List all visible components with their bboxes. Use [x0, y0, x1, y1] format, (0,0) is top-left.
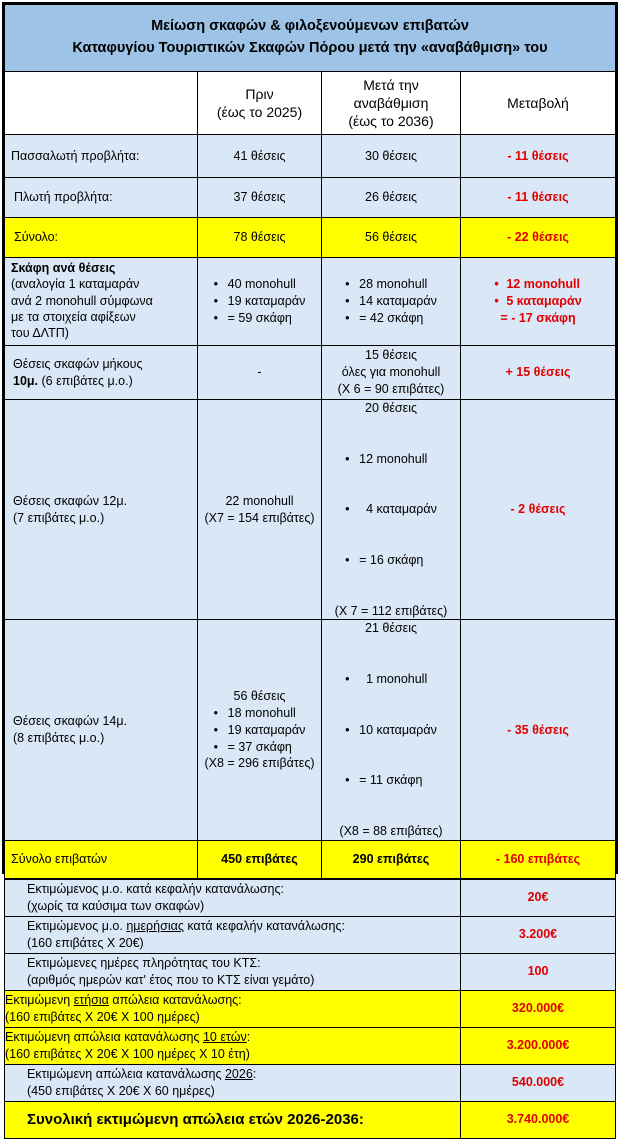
list-item: • 4 καταμαράν	[345, 501, 437, 518]
row-per-capita	[5, 879, 616, 916]
row-label	[5, 400, 198, 620]
grand-total-label: Συνολική εκτιμώμενη απώλεια ετών 2026-2036:	[5, 1101, 461, 1138]
estimate-sub: (160 επιβάτες Χ 20€ Χ 100 ημέρες)	[5, 1009, 200, 1024]
row-label	[5, 620, 198, 840]
estimate-title-post: :	[246, 1029, 251, 1044]
list-item: • 40 monohull	[214, 276, 306, 293]
boats10-after-line-1: 15 θέσεις	[365, 348, 417, 363]
estimate-title-post: απώλεια κατανάλωσης:	[108, 992, 242, 1007]
estimate-title-pre: Εκτιμώμενη απώλεια κατανάλωσης	[5, 1029, 203, 1044]
row-boats-14m	[5, 620, 616, 840]
boats12-label-main: Θέσεις σκαφών 12μ.	[13, 493, 128, 508]
boats10-label-main: Θέσεις σκαφών μήκους	[13, 356, 143, 371]
boats14-label-main: Θέσεις σκαφών 14μ.	[13, 714, 128, 729]
table-title	[5, 5, 616, 72]
estimates-table	[4, 879, 616, 1139]
boats14-before-head: 56 θέσεις	[233, 688, 286, 703]
loss-table-document	[2, 2, 618, 1128]
row-floating-pier	[5, 178, 616, 218]
row-total-berths	[5, 218, 616, 258]
estimate-title-underlined: 2026	[224, 1066, 253, 1081]
row-annual-loss	[5, 990, 616, 1027]
row-label	[5, 258, 198, 346]
list-item: • 12 monohull	[345, 451, 437, 468]
row-label: Σύνολο επιβατών	[5, 840, 198, 878]
row-boats-10m	[5, 346, 616, 400]
boats10-label-bold: 10μ.	[13, 373, 39, 388]
header-change: Μεταβολή	[461, 72, 616, 135]
cell-after: 56 θέσεις	[322, 218, 461, 258]
vessels-label-line-3: με τα στοιχεία αφίξεων	[11, 309, 136, 324]
row-vessels-per-berth	[5, 258, 616, 346]
boats12-before-line-2: (Χ7 = 154 επιβάτες)	[204, 510, 315, 525]
cell-change: - 11 θέσεις	[461, 178, 616, 218]
estimate-label	[5, 879, 461, 916]
estimate-sub: (450 επιβάτες Χ 20€ Χ 60 ημέρες)	[27, 1083, 215, 1098]
vessels-before-list	[214, 276, 306, 327]
comparison-table	[4, 4, 616, 879]
cell-after	[322, 400, 461, 620]
boats12-after-head: 20 θέσεις	[365, 401, 417, 415]
boats12-label-sub: (7 επιβάτες μ.ο.)	[13, 510, 105, 525]
vessels-label-title: Σκάφη ανά θέσεις	[11, 261, 116, 275]
boats14-before-foot: (Χ8 = 296 επιβάτες)	[204, 756, 315, 771]
header-before-line-2: (έως το 2025)	[216, 104, 303, 120]
estimate-title-underlined: ετήσια	[73, 992, 109, 1007]
estimate-title-pre: Εκτιμώμενη	[5, 992, 74, 1007]
boats14-label-sub: (8 επιβάτες μ.ο.)	[13, 731, 105, 746]
list-item: • = 42 σκάφη	[345, 310, 437, 327]
list-item: • = 37 σκάφη	[214, 739, 306, 756]
boats12-after-list	[345, 417, 437, 603]
cell-after	[322, 620, 461, 840]
estimate-label	[5, 953, 461, 990]
vessels-label-line-2: ανά 2 monohull σύμφωνα	[11, 293, 153, 308]
cell-change: - 35 θέσεις	[461, 620, 616, 840]
cell-before: 450 επιβάτες	[198, 840, 322, 878]
list-item: • 5 καταμαράν	[494, 293, 581, 310]
cell-change: - 11 θέσεις	[461, 135, 616, 178]
estimate-title-underlined: 10 ετών	[202, 1029, 247, 1044]
estimate-label	[5, 1027, 461, 1064]
estimate-title: Εκτιμώμενος μ.ο. κατά κεφαλήν κατανάλωσης:	[27, 881, 284, 896]
list-item: • 1 monohull	[345, 671, 437, 688]
estimate-title	[27, 1066, 460, 1083]
cell-change	[461, 258, 616, 346]
estimate-sub: (160 επιβάτες Χ 20€ Χ 100 ημέρες Χ 10 έτη)	[5, 1046, 250, 1061]
estimate-value: 540.000€	[461, 1064, 616, 1101]
row-ten-year-loss	[5, 1027, 616, 1064]
list-item: • 14 καταμαράν	[345, 293, 437, 310]
grand-total-value: 3.740.000€	[461, 1101, 616, 1138]
header-after-line-2: αναβάθμιση	[353, 94, 429, 111]
boats14-before-list	[214, 705, 306, 756]
estimate-sub: (160 επιβάτες Χ 20€)	[27, 935, 144, 950]
header-after-line-1: Μετά την	[363, 76, 419, 93]
row-label: Πλωτή προβλήτα:	[5, 178, 198, 218]
vessels-label-line-4: του ΔΛΤΠ)	[11, 326, 69, 340]
boats14-after-foot: (Χ8 = 88 επιβάτες)	[339, 823, 443, 838]
list-item: • 12 monohull	[494, 276, 581, 293]
boats12-before-line-1: 22 monohull	[225, 493, 294, 508]
estimate-sub: (χωρίς τα καύσιμα των σκαφών)	[27, 898, 205, 913]
cell-after: 290 επιβάτες	[322, 840, 461, 878]
title-line-2: Καταφυγίου Τουριστικών Σκαφών Πόρου μετά την «αναβάθμιση» του	[72, 40, 548, 56]
estimate-title-post: κατά κεφαλήν κατανάλωσης:	[183, 918, 345, 933]
cell-change: - 160 επιβάτες	[461, 840, 616, 878]
cell-change: - 2 θέσεις	[461, 400, 616, 620]
list-item: • = 11 σκάφη	[345, 772, 437, 789]
estimate-title-pre: Εκτιμώμενος μ.ο.	[27, 918, 127, 933]
cell-after: 26 θέσεις	[322, 178, 461, 218]
row-pile-pier	[5, 135, 616, 178]
estimate-label	[5, 1064, 461, 1101]
vessels-change-list	[494, 276, 581, 310]
boats10-after-line-2: όλες για monohull	[341, 365, 441, 380]
estimate-title-underlined: ημερήσιας	[126, 918, 184, 933]
header-after	[322, 72, 461, 135]
row-boats-12m	[5, 400, 616, 620]
list-item: • 19 καταμαράν	[214, 293, 306, 310]
cell-before	[198, 258, 322, 346]
cell-before: -	[198, 346, 322, 400]
cell-change: + 15 θέσεις	[461, 346, 616, 400]
estimate-sub: (αριθμός ημερών κατ' έτος που το ΚΤΣ είναι γεμάτο)	[27, 972, 315, 987]
row-2026-loss	[5, 1064, 616, 1101]
list-item: • 18 monohull	[214, 705, 306, 722]
cell-before: 41 θέσεις	[198, 135, 322, 178]
vessels-label-line-1: (αναλογία 1 καταμαράν	[11, 277, 140, 292]
cell-before: 37 θέσεις	[198, 178, 322, 218]
row-label: Πασσαλωτή προβλήτα:	[5, 135, 198, 178]
boats14-after-list	[345, 637, 437, 823]
header-empty-cell	[5, 72, 198, 135]
vessels-change-total: = - 17 σκάφη	[500, 310, 576, 325]
list-item: • 28 monohull	[345, 276, 437, 293]
header-after-line-3: (έως το 2036)	[348, 113, 434, 130]
estimate-value: 20€	[461, 879, 616, 916]
estimate-label	[5, 990, 461, 1027]
estimate-value: 3.200.000€	[461, 1027, 616, 1064]
estimate-title	[5, 1029, 460, 1046]
estimate-title	[27, 918, 460, 935]
boats14-after-head: 21 θέσεις	[365, 621, 417, 636]
estimate-title-pre: Εκτιμώμενη απώλεια κατανάλωσης	[27, 1066, 225, 1081]
title-line-1: Μείωση σκαφών & φιλοξενούμενων επιβατών	[151, 18, 469, 35]
boats10-label-rest: (6 επιβάτες μ.ο.)	[38, 373, 133, 388]
estimate-title	[5, 992, 460, 1009]
cell-after: 30 θέσεις	[322, 135, 461, 178]
cell-before: 78 θέσεις	[198, 218, 322, 258]
list-item: • = 59 σκάφη	[214, 310, 306, 327]
row-daily	[5, 916, 616, 953]
header-before	[198, 72, 322, 135]
cell-before	[198, 620, 322, 840]
boats10-label-sub	[13, 373, 197, 390]
cell-after	[322, 258, 461, 346]
estimate-label	[5, 916, 461, 953]
cell-before	[198, 400, 322, 620]
estimate-value: 3.200€	[461, 916, 616, 953]
vessels-after-list	[345, 276, 437, 327]
header-before-line-1: Πριν	[245, 85, 274, 102]
row-grand-total	[5, 1101, 616, 1138]
row-full-days	[5, 953, 616, 990]
estimate-value: 100	[461, 953, 616, 990]
row-total-passengers	[5, 840, 616, 878]
list-item: • 19 καταμαράν	[214, 722, 306, 739]
estimate-title-post: :	[252, 1066, 257, 1081]
list-item: • 10 καταμαράν	[345, 722, 437, 739]
list-item: • = 16 σκάφη	[345, 552, 437, 569]
boats10-after-line-3: (Χ 6 = 90 επιβάτες)	[337, 381, 445, 396]
cell-after	[322, 346, 461, 400]
row-label: Σύνολο:	[5, 218, 198, 258]
estimate-value: 320.000€	[461, 990, 616, 1027]
boats12-after-foot: (Χ 7 = 112 επιβάτες)	[334, 603, 448, 618]
row-label	[5, 346, 198, 400]
cell-change: - 22 θέσεις	[461, 218, 616, 258]
estimate-title: Εκτιμώμενες ημέρες πληρότητας του ΚΤΣ:	[27, 955, 261, 970]
